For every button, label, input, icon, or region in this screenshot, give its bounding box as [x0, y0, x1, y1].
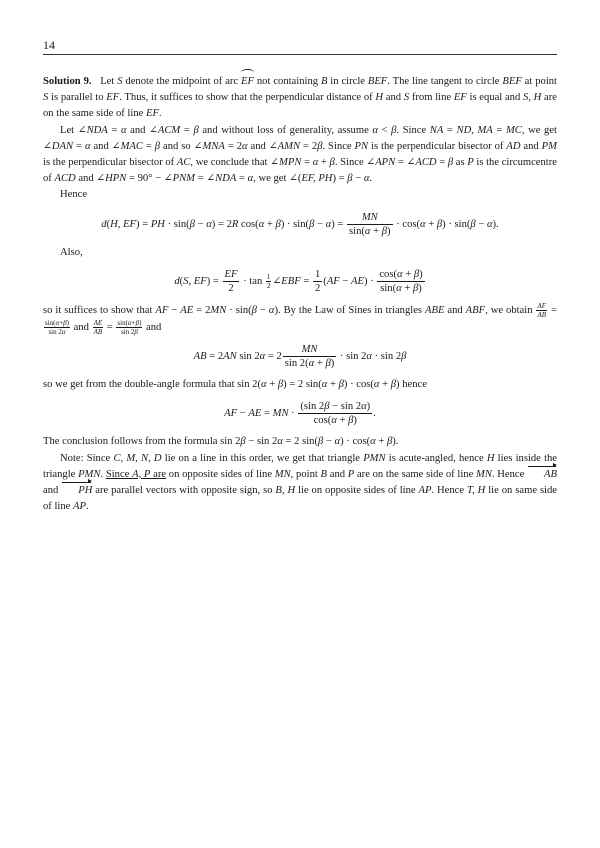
solution-body [43, 74, 557, 515]
note-paragraph: Note: Since C, M, N, D lie on a line in this order, we get that triangle PMN is acute-angled, hence H lies inside the triangle PMN. Since A, P are on opposite sides of line MN, point B and P are on the same side of line MN. Hence AB and PH are parallel vectors with opposite sign, so B, H lie on opposite sides of line AP. Hence T, H lie on same side of line AP. [43, 452, 558, 513]
equation-4: AF − AE = MN · $\frac{(\sin 2\beta - \sin 2\alpha)}{\cos(\alpha + \beta)}$ . [224, 401, 376, 427]
header-rule [43, 54, 557, 55]
solution-label: Solution 9. [43, 76, 92, 87]
equation-2: d(S, EF) = $\frac{EF}{2}$ · tan $\frac{1}{2}$ ∠EBF = $\frac{1}{2}$ (AF − AE) · $\frac{\cos(\alpha + \beta)}{\sin(\alpha + \beta)}$ [174, 268, 423, 294]
solution-paragraph-2: Let ∠NDA = α and ∠ACM = β and without loss of generality, assume α < β. Since NA = ND, MA = MC, we get ∠DAN = α and ∠MAC = β and so ∠MNA = 2α and ∠AMN = 2β. Since PN is the perpendicular bisector of AD and PM is the perpendicular bisector of AC, we conclude that ∠MPN = α + β. Since ∠APN = ∠ACD = β as P is the circumcentre of ACD and ∠HPN = 90° − ∠PNM = ∠NDA = α, we get ∠(EF, PH) = β − α. [43, 124, 557, 185]
solution-paragraph-3: so it suffices to show that AF − AE = 2MN · sin(β − α). By the Law of Sines in triangles ABE and ABF, we obtain $\frac{AF}{AB}$ = $\frac{\sin(\alpha+\beta)}{\sin 2\alpha}$ and $\frac{AE}{AB}$ = $\frac{\sin(\alpha+\beta)}{\sin 2\beta}$ and [43, 301, 557, 336]
paragraph-1-text: Let S denote the midpoint of arc EF not containing B in circle BEF. The line tangent to circle BEF at point S is parallel to EF. Thus, it suffices to show that the perpendicular distance of H and S from line EF is equal and S, H are on the same side of line EF. [43, 76, 557, 120]
equation-1: d(H, EF) = PH · sin(β − α) = 2R cos(α + β) · sin(β − α) = $\frac{MN}{\sin(\alpha + \beta)}$ · cos(α + β) · sin(β − α). [101, 211, 499, 237]
page-number: 14 [43, 38, 55, 52]
also-text: Also, [60, 246, 83, 258]
solution-paragraph-4: so we get from the double-angle formula that sin 2(α + β) = 2 sin(α + β) · cos(α + β) hence [43, 379, 427, 391]
solution-paragraph-5: The conclusion follows from the formula sin 2β − sin 2α = 2 sin(β − α) · cos(α + β). [43, 436, 399, 448]
equation-3: AB = 2AN sin 2α = 2 $\frac{MN}{\sin 2(\alpha + \beta)}$ · sin 2α · sin 2β [193, 344, 407, 370]
solution-paragraph-1 [43, 74, 557, 123]
hence-text: Hence [60, 189, 88, 201]
